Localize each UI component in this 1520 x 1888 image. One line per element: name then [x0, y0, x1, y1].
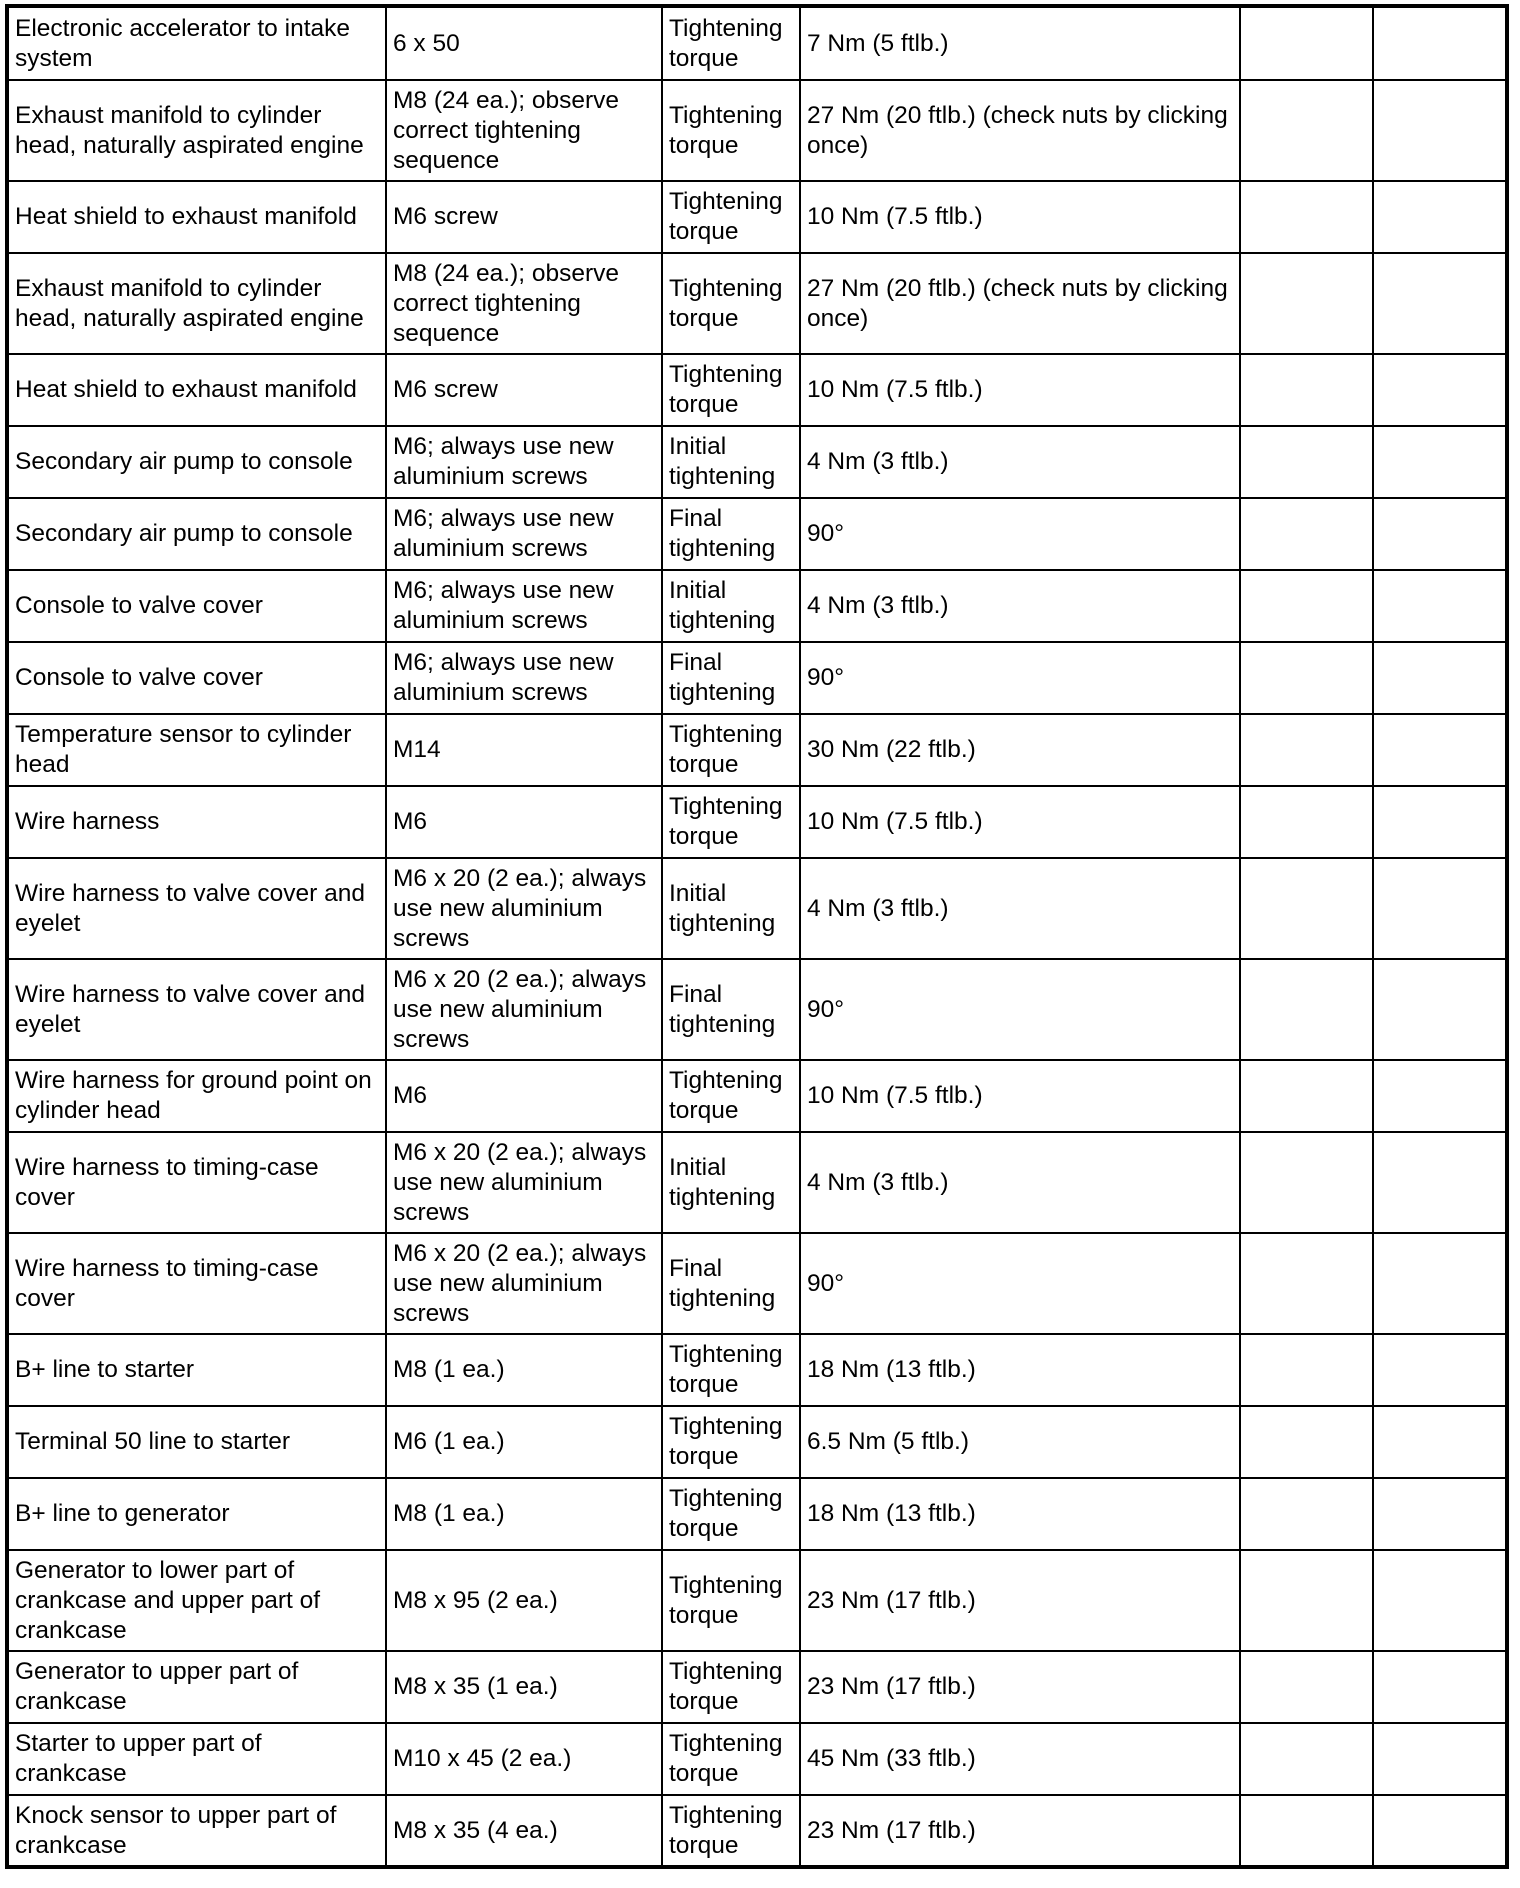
table-row	[7, 1406, 1507, 1478]
blank-cell	[1373, 1406, 1507, 1478]
blank-cell	[1240, 786, 1373, 858]
tightening-type-cell: Tightening torque	[662, 1795, 800, 1867]
torque-value-cell: 23 Nm (17 ftlb.)	[800, 1550, 1240, 1651]
component-cell: Wire harness for ground point on cylinder head	[7, 1060, 386, 1132]
fastener-cell: M6 screw	[386, 181, 662, 253]
component-cell: Heat shield to exhaust manifold	[7, 181, 386, 253]
table-row	[7, 498, 1507, 570]
blank-cell	[1240, 642, 1373, 714]
table-row	[7, 426, 1507, 498]
blank-cell	[1373, 181, 1507, 253]
torque-spec-sheet	[5, 4, 1505, 1869]
component-cell: Generator to upper part of crankcase	[7, 1651, 386, 1723]
blank-cell	[1373, 498, 1507, 570]
component-cell: Starter to upper part of crankcase	[7, 1723, 386, 1795]
torque-spec-table-body	[7, 6, 1507, 1867]
table-row	[7, 1132, 1507, 1233]
table-row	[7, 642, 1507, 714]
table-row	[7, 858, 1507, 959]
torque-value-cell: 27 Nm (20 ftlb.) (check nuts by clicking once)	[800, 80, 1240, 181]
blank-cell	[1373, 1651, 1507, 1723]
fastener-cell: 6 x 50	[386, 6, 662, 80]
table-row	[7, 714, 1507, 786]
blank-cell	[1373, 570, 1507, 642]
fastener-cell: M6	[386, 786, 662, 858]
torque-value-cell: 27 Nm (20 ftlb.) (check nuts by clicking once)	[800, 253, 1240, 354]
blank-cell	[1373, 1550, 1507, 1651]
component-cell: Temperature sensor to cylinder head	[7, 714, 386, 786]
tightening-type-cell: Initial tightening	[662, 570, 800, 642]
blank-cell	[1373, 642, 1507, 714]
blank-cell	[1373, 1233, 1507, 1334]
fastener-cell: M6; always use new aluminium screws	[386, 426, 662, 498]
blank-cell	[1240, 1478, 1373, 1550]
torque-value-cell: 10 Nm (7.5 ftlb.)	[800, 1060, 1240, 1132]
tightening-type-cell: Tightening torque	[662, 354, 800, 426]
fastener-cell: M8 (1 ea.)	[386, 1478, 662, 1550]
tightening-type-cell: Tightening torque	[662, 1406, 800, 1478]
torque-value-cell: 90°	[800, 1233, 1240, 1334]
blank-cell	[1240, 6, 1373, 80]
torque-value-cell: 10 Nm (7.5 ftlb.)	[800, 786, 1240, 858]
fastener-cell: M10 x 45 (2 ea.)	[386, 1723, 662, 1795]
table-row	[7, 1334, 1507, 1406]
blank-cell	[1240, 1723, 1373, 1795]
fastener-cell: M6 x 20 (2 ea.); always use new aluminium screws	[386, 1233, 662, 1334]
tightening-type-cell: Tightening torque	[662, 714, 800, 786]
table-row	[7, 253, 1507, 354]
table-row	[7, 1651, 1507, 1723]
component-cell: Electronic accelerator to intake system	[7, 6, 386, 80]
blank-cell	[1240, 426, 1373, 498]
blank-cell	[1373, 6, 1507, 80]
tightening-type-cell: Initial tightening	[662, 858, 800, 959]
fastener-cell: M8 (24 ea.); observe correct tightening sequence	[386, 253, 662, 354]
blank-cell	[1373, 80, 1507, 181]
component-cell: Wire harness to valve cover and eyelet	[7, 959, 386, 1060]
blank-cell	[1373, 1478, 1507, 1550]
torque-value-cell: 45 Nm (33 ftlb.)	[800, 1723, 1240, 1795]
component-cell: Terminal 50 line to starter	[7, 1406, 386, 1478]
table-row	[7, 354, 1507, 426]
component-cell: Exhaust manifold to cylinder head, naturally aspirated engine	[7, 80, 386, 181]
torque-value-cell: 10 Nm (7.5 ftlb.)	[800, 354, 1240, 426]
blank-cell	[1373, 1132, 1507, 1233]
component-cell: Console to valve cover	[7, 642, 386, 714]
blank-cell	[1240, 498, 1373, 570]
blank-cell	[1240, 1651, 1373, 1723]
blank-cell	[1373, 426, 1507, 498]
component-cell: B+ line to starter	[7, 1334, 386, 1406]
blank-cell	[1240, 858, 1373, 959]
blank-cell	[1373, 1723, 1507, 1795]
torque-value-cell: 10 Nm (7.5 ftlb.)	[800, 181, 1240, 253]
blank-cell	[1240, 1233, 1373, 1334]
blank-cell	[1240, 959, 1373, 1060]
fastener-cell: M6; always use new aluminium screws	[386, 570, 662, 642]
tightening-type-cell: Tightening torque	[662, 1651, 800, 1723]
table-row	[7, 1550, 1507, 1651]
blank-cell	[1373, 858, 1507, 959]
tightening-type-cell: Final tightening	[662, 498, 800, 570]
fastener-cell: M6	[386, 1060, 662, 1132]
tightening-type-cell: Tightening torque	[662, 1550, 800, 1651]
torque-spec-table	[5, 4, 1509, 1869]
torque-value-cell: 18 Nm (13 ftlb.)	[800, 1478, 1240, 1550]
component-cell: Knock sensor to upper part of crankcase	[7, 1795, 386, 1867]
fastener-cell: M8 x 95 (2 ea.)	[386, 1550, 662, 1651]
tightening-type-cell: Tightening torque	[662, 1060, 800, 1132]
fastener-cell: M6 x 20 (2 ea.); always use new aluminium screws	[386, 1132, 662, 1233]
component-cell: Wire harness to valve cover and eyelet	[7, 858, 386, 959]
component-cell: B+ line to generator	[7, 1478, 386, 1550]
blank-cell	[1240, 1132, 1373, 1233]
fastener-cell: M8 (1 ea.)	[386, 1334, 662, 1406]
tightening-type-cell: Final tightening	[662, 959, 800, 1060]
torque-value-cell: 23 Nm (17 ftlb.)	[800, 1795, 1240, 1867]
table-row	[7, 181, 1507, 253]
torque-value-cell: 30 Nm (22 ftlb.)	[800, 714, 1240, 786]
component-cell: Wire harness	[7, 786, 386, 858]
blank-cell	[1373, 1334, 1507, 1406]
torque-value-cell: 18 Nm (13 ftlb.)	[800, 1334, 1240, 1406]
component-cell: Secondary air pump to console	[7, 426, 386, 498]
blank-cell	[1240, 1550, 1373, 1651]
fastener-cell: M8 x 35 (1 ea.)	[386, 1651, 662, 1723]
tightening-type-cell: Tightening torque	[662, 1478, 800, 1550]
tightening-type-cell: Initial tightening	[662, 426, 800, 498]
blank-cell	[1373, 959, 1507, 1060]
tightening-type-cell: Tightening torque	[662, 253, 800, 354]
component-cell: Generator to lower part of crankcase and upper part of crankcase	[7, 1550, 386, 1651]
blank-cell	[1240, 253, 1373, 354]
blank-cell	[1240, 181, 1373, 253]
component-cell: Console to valve cover	[7, 570, 386, 642]
component-cell: Exhaust manifold to cylinder head, naturally aspirated engine	[7, 253, 386, 354]
table-row	[7, 959, 1507, 1060]
blank-cell	[1373, 1060, 1507, 1132]
fastener-cell: M6 screw	[386, 354, 662, 426]
torque-value-cell: 23 Nm (17 ftlb.)	[800, 1651, 1240, 1723]
torque-value-cell: 90°	[800, 498, 1240, 570]
fastener-cell: M6 (1 ea.)	[386, 1406, 662, 1478]
component-cell: Heat shield to exhaust manifold	[7, 354, 386, 426]
blank-cell	[1240, 354, 1373, 426]
tightening-type-cell: Tightening torque	[662, 786, 800, 858]
torque-value-cell: 90°	[800, 959, 1240, 1060]
blank-cell	[1373, 1795, 1507, 1867]
table-row	[7, 1233, 1507, 1334]
table-row	[7, 1060, 1507, 1132]
blank-cell	[1373, 253, 1507, 354]
blank-cell	[1240, 1060, 1373, 1132]
blank-cell	[1240, 1406, 1373, 1478]
fastener-cell: M6 x 20 (2 ea.); always use new aluminium screws	[386, 959, 662, 1060]
tightening-type-cell: Initial tightening	[662, 1132, 800, 1233]
blank-cell	[1240, 570, 1373, 642]
component-cell: Wire harness to timing-case cover	[7, 1132, 386, 1233]
fastener-cell: M6; always use new aluminium screws	[386, 498, 662, 570]
blank-cell	[1373, 786, 1507, 858]
table-row	[7, 6, 1507, 80]
table-row	[7, 1723, 1507, 1795]
torque-value-cell: 7 Nm (5 ftlb.)	[800, 6, 1240, 80]
fastener-cell: M8 (24 ea.); observe correct tightening sequence	[386, 80, 662, 181]
torque-value-cell: 4 Nm (3 ftlb.)	[800, 426, 1240, 498]
torque-value-cell: 6.5 Nm (5 ftlb.)	[800, 1406, 1240, 1478]
fastener-cell: M6 x 20 (2 ea.); always use new aluminium screws	[386, 858, 662, 959]
tightening-type-cell: Tightening torque	[662, 1334, 800, 1406]
tightening-type-cell: Tightening torque	[662, 1723, 800, 1795]
fastener-cell: M8 x 35 (4 ea.)	[386, 1795, 662, 1867]
torque-value-cell: 4 Nm (3 ftlb.)	[800, 858, 1240, 959]
tightening-type-cell: Tightening torque	[662, 80, 800, 181]
torque-value-cell: 4 Nm (3 ftlb.)	[800, 570, 1240, 642]
tightening-type-cell: Final tightening	[662, 1233, 800, 1334]
component-cell: Wire harness to timing-case cover	[7, 1233, 386, 1334]
torque-value-cell: 4 Nm (3 ftlb.)	[800, 1132, 1240, 1233]
tightening-type-cell: Tightening torque	[662, 181, 800, 253]
component-cell: Secondary air pump to console	[7, 498, 386, 570]
torque-value-cell: 90°	[800, 642, 1240, 714]
table-row	[7, 1478, 1507, 1550]
table-row	[7, 570, 1507, 642]
blank-cell	[1373, 354, 1507, 426]
blank-cell	[1373, 714, 1507, 786]
blank-cell	[1240, 80, 1373, 181]
blank-cell	[1240, 1795, 1373, 1867]
tightening-type-cell: Tightening torque	[662, 6, 800, 80]
table-row	[7, 80, 1507, 181]
blank-cell	[1240, 1334, 1373, 1406]
blank-cell	[1240, 714, 1373, 786]
table-row	[7, 1795, 1507, 1867]
tightening-type-cell: Final tightening	[662, 642, 800, 714]
fastener-cell: M6; always use new aluminium screws	[386, 642, 662, 714]
table-row	[7, 786, 1507, 858]
fastener-cell: M14	[386, 714, 662, 786]
